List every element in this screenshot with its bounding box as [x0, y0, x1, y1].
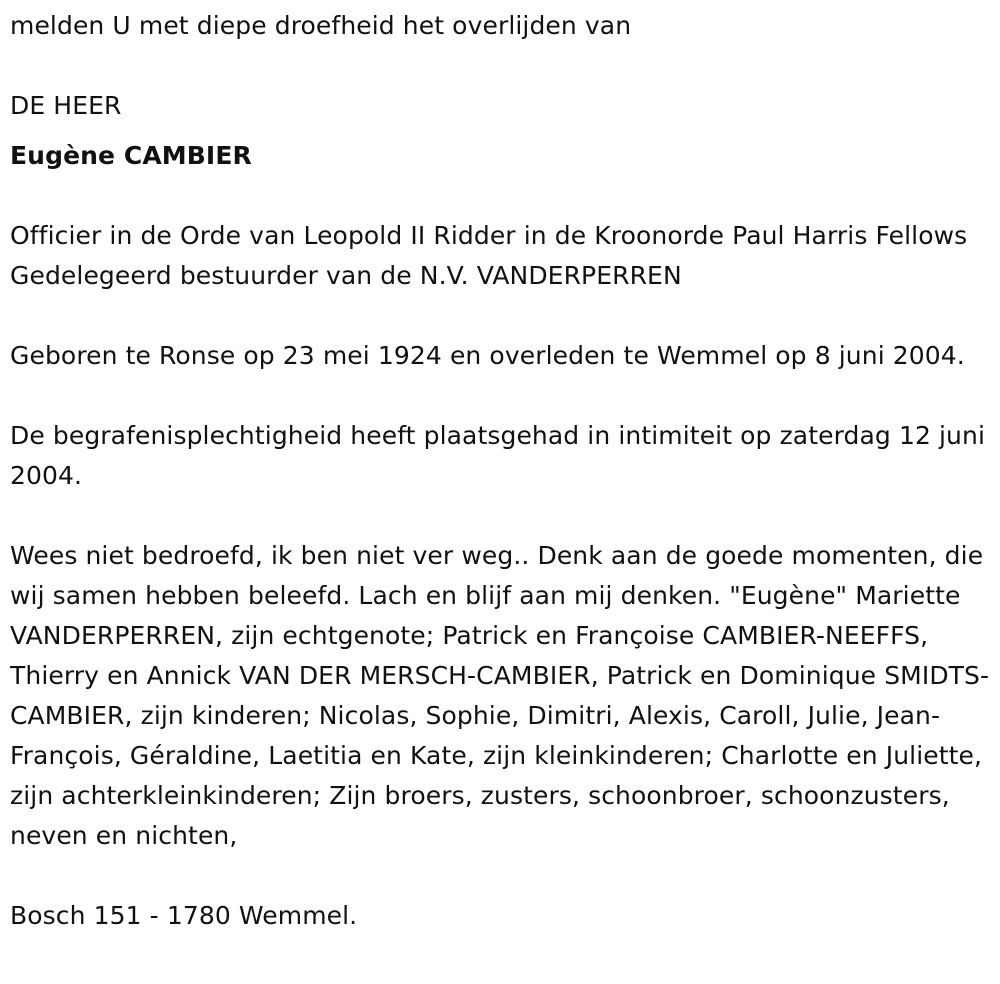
honorific: DE HEER: [10, 91, 122, 120]
address: Bosch 151 - 1780 Wemmel.: [10, 901, 358, 930]
intro-text: melden U met diepe droefheid het overlijden van: [10, 11, 632, 40]
spacer: [10, 296, 990, 336]
deceased-name: Eugène CAMBIER: [10, 141, 252, 170]
birth-death-paragraph: Geboren te Ronse op 23 mei 1924 en overleden te Wemmel op 8 juni 2004.: [10, 341, 965, 370]
spacer: [10, 856, 990, 896]
spacer: [10, 46, 990, 86]
funeral-paragraph: De begrafenisplechtigheid heeft plaatsgehad in intimiteit op zaterdag 12 juni 2004.: [10, 421, 985, 490]
spacer: [10, 176, 990, 216]
spacer: [10, 376, 990, 416]
family-paragraph: Wees niet bedroefd, ik ben niet ver weg.. Denk aan de goede momenten, die wij samen hebben beleefd. Lach en blijf aan mij denken. "Eugène" Mariette VANDERPERREN, zijn echtgenote; Patrick en Françoise CAMBIER-NEEFFS, Thierry en Annick VAN DER MERSCH-CAMBIER, Patrick en Dominique SMIDTS-CAMBIER, zijn kinderen; Nicolas, Sophie, Dimitri, Alexis, Caroll, Julie, Jean-François, Géraldine, Laetitia en Kate, zijn kleinkinderen; Charlotte en Juliette, zijn achterkleinkinderen; Zijn broers, zusters, schoonbroer, schoonzusters, neven en nichten,: [10, 541, 990, 850]
spacer: [10, 126, 990, 136]
titles-paragraph: Officier in de Orde van Leopold II Ridder in de Kroonorde Paul Harris Fellows Gedelegeerd bestuurder van de N.V. VANDERPERREN: [10, 221, 968, 290]
death-notice: [10, 6, 990, 936]
spacer: [10, 496, 990, 536]
